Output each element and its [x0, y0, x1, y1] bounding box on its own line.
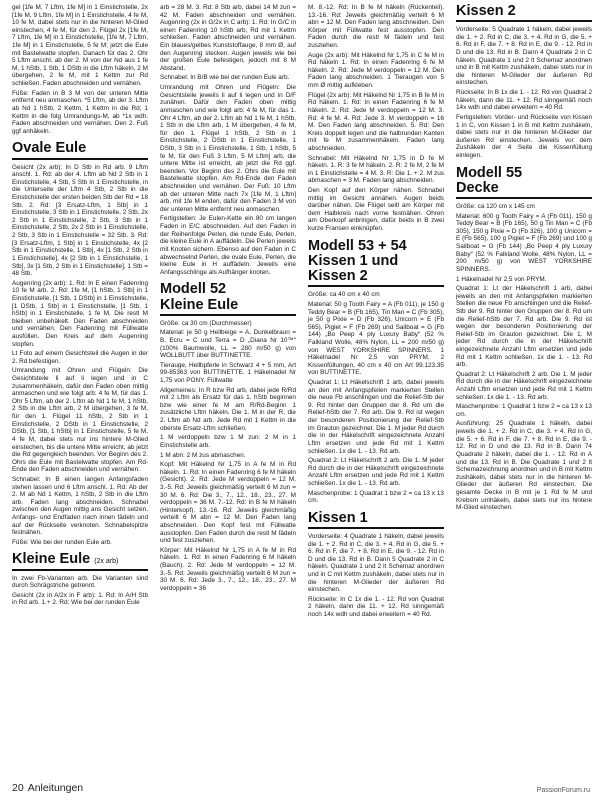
- paragraph: Füße: Faden in B 3 M von der unteren Mitte entfernt neu anmaschen. *5 Lftm, ab der 3. Lftm ab Nd 1 hStb, 2 Kettm, 1 Kettm in die Rd; 1 Kettm in die folg Umrandungs-M, ab *1x wdh. Faden abschneiden und vernähen. Den 2. Fuß ggf anhäkeln.: [12, 89, 148, 135]
- section-title: Kleine Eule: [160, 298, 296, 316]
- paragraph: Quadrat 2: Lt Häkelschrift 2 arb. Die 1. M jeder Rd durch die in der Häkelschrift eingezeichnete Anzahl Lftm ersetzen und jede Rd mit 1 Kettm schließen. 1x die 1. - 13. Rd arb.: [456, 370, 592, 401]
- paragraph: gel [1fe M, 7 Lftm, 1fe M] in 1 Einstichstelle, 2x [1fe M, 9 Lftm, 1fe M] in 1 Einstichstelle, 4 fe M, 10 fe M, dabei stets nur in die hinteren M-Glied einstechen, 4 fe M, für den 2. Flügel 2x [1fe M, 7 Lftm, 1fe M] in 1 Einstichstelle, [1fe M, 7 Lftm, 1fe M] in 1 Einstichstelle, 5 fe M; jetzt die Eule mit Bastelwatte stopfen. Danach für das 2. Ohr 5 Lftm anschl. ab der 2. M von der Nd aus 1 fe M, 1 hStb, 1 Stb, 1 DStb in die Lftm häkeln, 2 M übergehen, 2 fe M, mit 1 Kettm zur Rd schließen. Faden abschneiden und vernähen.: [12, 4, 148, 88]
- paragraph: 1 M abn: 2 M zus abmaschen.: [160, 451, 246, 459]
- column-3: [308, 4, 444, 621]
- paragraph: Größe: ca 30 cm (Durchmesser): [160, 319, 252, 327]
- paragraph: Vorderseite: 4 Quadrate 1 häkeln, dabei jeweils die 1. + 2. Rd in C, die 3. + 4. Rd in G, die 5. + 6. Rd in F, die 7. + 8. Rd in E, die 9. - 12. Rd in D und die 13. Rd in B. Dann 5 Quadrate 2 in C häkeln. Quadrate 1 und 2 lt Schemaz anordnen und in C mit Kettm zushäkeln, dabei stets nur in die hinteren M-Glieder der äußeren Rd einstechen.: [308, 533, 444, 594]
- paragraph: Flügel (2x arb): Mit Häkelnd Nr 1,75 in B fe M in Rd häkeln. 1. Rd: In einen Fadenring 6 fe M häkeln. 2. Rd: Jede M verdoppeln = 12 M. 3. Rd: 4 fe M. 4. Rd: Jede 3. M verdoppeln = 16 M. Den Faden lang abschneiden. 5. Rd: Den Kreis doppelt legen und die halbrunden Kanten mit fe M zusammenhäkeln. Faden lang abschneiden.: [308, 91, 444, 152]
- paragraph: Fertigstellen: Vorder- und Rückseite von Kissen 1 in C, von Kissen 1 in B mit Kettm zushäkeln, dabei stets nur in die hinteren M-Glieder der äußeren Rd einstechen. Jeweils vor dem Zushäkeln der 4 Seite die Kissenfüllung einlegen.: [456, 113, 592, 159]
- paragraph: 1 Häkelnadel Nr 2,5 von PRYM.: [456, 275, 547, 283]
- section-heading-kleine-eule: [12, 552, 148, 570]
- paragraph: Umrandung mit Ohren und Flügeln: Die Gesichtsteile li auf li legen und in C zusammenhäkeln, dafür den Faden oben mittig anmaschen und wie folgt arb: 4 fe M, für das 1. Ohr 5 Lftm, ab der 2. Lftm ab Nd 1 fe M, 1 hStb, 2 Stb in die Lftm arb, 2 M übergehen, 3 fe M, für den 1. Flügel 11 hStb, 2 Stb in 1 Einstichstelle, 2 DStb in 1 Einstichstelle, 2 DStb, [1 Stb, 1 hStb] in 1 Einstichstelle, 5 fe M, 4 fe M, dabei stets nur ins hintere M-Glied einstechen, bis die untere Mitte erreicht, ab jetzt die Rd gegengleich beenden. Vor Beginn des 2. Ohrs die Eule mit Bastelwatte stopfen. Am Rd-Ende den Faden abschneiden und vernähen.: [12, 367, 148, 474]
- model-number: Modell 53 + 54: [308, 237, 407, 254]
- paragraph: Körper: Mit Häkelnd Nr 1,75 in A fe M in Rd häkeln. 1. Rd: In einen Fadenring 6 M häkeln (Bauch). 2. Rd: Jede M verdoppeln = 12 M. 3.-5. Rd: Jeweils gleichmäßig verteilt 6 M zun = 30 M. 6. Rd: Jede 3., 7., 12., 18., 23., 27. M verdoppeln = 36: [160, 546, 296, 592]
- section-heading-ovale-eule: [12, 141, 148, 159]
- section-title: Ovale Eule: [12, 141, 148, 159]
- section-title: [12, 552, 148, 570]
- column-2: [160, 4, 296, 594]
- section-heading-kissen-1: [308, 511, 444, 529]
- paragraph: Rückseite: In B 1x die 1. - 12. Rd von Quadrat 2 häkeln, dann die 11. + 12. Rd sinngemäß noch 14x wdh und dabei erweitern = 40 Rd.: [456, 89, 592, 112]
- paragraph: Schnabel: In B/B wie bei der runden Eule arb.: [160, 74, 290, 82]
- section-heading-kissen-2: [456, 4, 592, 22]
- paragraph: In zwei Fb-Varianten arb. Die Varianten sind durch Schrägstriche getrennt.: [12, 574, 148, 590]
- column-1: [12, 4, 148, 609]
- paragraph: Material: 50 g Tooth Fairy = A (Fb 011), je 150 g Teddy Bear = B (Fb 165), Tin Man = C (Fb 305), je 50 g Pixie = D (Fb 326), Unicorn = E (Fb 565), Piglet = F (Fb 269) und Sailboat = G (Fb 144) „Bo Peep 4 ply Luxury Baby“ (52 % Falkland Wolle, 48% Nylon, LL = 200 m/50 g) von WEST YORKSHIRE SPINNERS. 1 Häkelnadel Nr 2,5 von PRYM. 2 Kissenfüllungen, 40 cm x 40 cm Art 99.123.35 von BUTTINETTE.: [308, 300, 444, 377]
- paragraph: Material: 600 g Tooth Fairy = A (Fb 011), 150 g Teddy Bear = B (Fb 165), 50 g Tin Man = C (Fb 305), 150 g Pixie = D (Fb 326), 100 g Unicorn = E (Fb 565), 100 g Piglet = F (Fb 269) und 100 g Sailboat = G (Fb 144) „Bo Peep 4 ply Luxury Baby“ (52 % Falkland Wolle, 48% Nylon, LL = 200 m/50 g) von WEST YORKSHIRE SPINNERS.: [456, 212, 592, 273]
- model-number: Modell 55: [456, 164, 523, 181]
- paragraph: Maschenprobe: 1 Quadrat 1 bzw 2 = ca 13 x 13 cm.: [308, 489, 444, 505]
- paragraph: Gesicht (2x arb): In D Stb in Rd arb. 9 Lftm anschl. 1. Rd: ab der 4. Lftm ab Nd 2 Stb in 1 Einstichstelle, 4 Stb, 5 Stb in 1 Einstichstelle, in die Unterseite der Lftm 4 Stb, 2 Stb in die Einstichstelle der ersten beiden Stb der Rd = 18 Stb. 2. Rd: [3 Ersatz-Lftm, 1 Stb] in 1 Einstichstelle, 3 Stb in 1 Einstichstelle, 2 Stb, 2x 2 Stb in 1 Einstichstelle, 2 Stb, 3 Stb in 1 Einstichstelle, 2 Stb, 2x 2 Stb in 1 Einstichstelle, 2 Stb, 3 Stb in 1 Einstichstelle = 32 Stb. 3. Rd: [3 Ersatz-Lftm, 1 Stb] in 1 Einstichstelle, 4x [2 Stb in 1 Einstichstelle, 1 Stb], 4x [1 Stb, 2 Stb in 1 Einstichstelle], 4x [2 Stb in 1 Einstichstelle, 1 Stb], 3x [1 Stb, 2 Stb in 1 Einstichstelle], 1 Stb = 48 Stb.: [12, 163, 148, 278]
- paragraph: Rückseite: In C 1x die 1. - 12. Rd von Quadrat 2 häkeln, dann die 11. + 12. Rd sinngemäß noch 14x wdh und dabei erweitern = 40 Rd.: [308, 595, 444, 619]
- paragraph: Vorderseite: 5 Quadrate 1 häkeln, dabei jeweils die 1. + 2. Rd in C, die 3. + 4. Rd in G, die 5. + 6. Rd in F, die 7. + 8. Rd in E, die 9. - 12. Rd in D und die 13. Rd in B. Dann 4 Quadrate 2 in C häkeln. Quadrate 1 und 2 lt Schemaz anordnen und in B mit Kettm zushäkeln, dabei stets nur in die hinteren M-Glieder der äußeren Rd einstechen.: [456, 26, 592, 87]
- paragraph: Umrandung mit Ohren und Flügeln: Die Gesichtsteile jeweils li auf li legen und in D/F zunähen. Dafür den Faden oben mittig anmaschen und wie folgt arb: 4 fe M, für das 1. Ohr 4 Lftm, ab der 2. Lftm ab Nd 1 fe M, 1 hStb, 1 Stb in die Lftm arb, 1 M übergehen, 4 fe M, für den 1. Flügel 1 hStb, 2 Stb in 1 Einstichstelle, 2 DStb in 1 Einstichstelle, 1 DStb, 3 Stb in 1 Einstichstelle, 1 Stb, 1 hStb, 5 fe M, für den Fuß 3 Lftm, 5 M Lftm] arb, die untere Mitte ist erreicht, ab jetzt die Rd ggf. beenden. Vor Beginn des 2. Ohrs die Eule mit Bastelwatte stopfen. Am Rd-Ende den Faden abschneiden und vernähen. Der Fuß: 10 Lftm ab der unteren Mitte nach 7x [1fe M, 1 Lftm] arb, mit 1fe M enden, dafür den Faden 3 M von der unteren Mitte entfernt neu anmaschen.: [160, 84, 296, 213]
- paragraph: Quadrat 1: Lt der Häkelschrift 1 arb, dabei jeweils an den mit Anfangspfeilen markierten Stellen die neue Fb anschlingen und die Relief-Stb der 9. Rd hinter den Gruppen der 8. Rd um die Relief-hStb der 7. Rd arb. Die 9. Rd ist wegen der besonderen Positionierung der Relief-Stb im Grauton gezeichnet. Die 1. M jeder Rd durch die in der Häkelschrift eingezeichnete Anzahl Lftm ersetzen und jede Rd mit 1 Kettm schließen. 1x die 1. - 13. Rd arb.: [456, 285, 592, 369]
- section-heading-modell-55: [456, 166, 592, 199]
- paragraph: Augenring (2x arb): 1. Rd: In E einen Fadenring 10 fe M arb. 2. Rd: 1fe M, [1 hStb, 1 Stb] in 1 Einstichstelle, [1 Stb, 1 DStb] in 1 Einstichstelle, [1 DStb, 1 Stb] in 1 Einstichstelle, [1 Stb, 1 hStb] in 1 Einstichstelle, 1 fe M. Die restl M bleiben unbehäkelt. Den Faden abschneiden und vernähen. Den Fadenring mit Füllwatte ausfüllen. Den Kreis auf dem Augenring stopfen.: [12, 279, 148, 348]
- page-number: 20: [12, 782, 24, 794]
- section-heading-modell-52: [160, 282, 296, 315]
- paragraph: Den Kopf auf den Körper nähen. Schnabel mittig im Gesicht annähen. Augen beids darüber nähen. Die Flügel seitl am Körper mit dem Halbkreis nach vorne festnähen. Ohren am Oberkopf anbringen, dafür beids in B zwei kurze Fransen einknüpfen.: [308, 187, 444, 233]
- section-title-note: (2x arb): [94, 558, 119, 566]
- paragraph: 1 M verdoppeln bzw 1 M zun: 2 M in 1 Einstichstelle arb.: [160, 434, 296, 449]
- paragraph: Quadrat 2: Lt Häkelschrift 2 arb. Die 1. M jeder Rd durch die in der Häkelschrift eingezeichnete Anzahl Lftm ersetzen und jede Rd mit 1 Kettm schließen. 1x die 1. - 13. Rd arb.: [308, 457, 444, 487]
- paragraph: Quadrat 1: Lt Häkelschrift 1 arb, dabei jeweils an den mit Anfangspfeilen markierten Stellen die neue Fb anschlingen und die Relief-Stb der 9. Rd hinter den Gruppen der 8. Rd um die Relief-hStb der 7. Rd arb. Die 9. Rd ist wegen der besonderen Positionierung der Relief-Stb im Grauton gezeichnet. Die 1. M jeder Rd durch die in der Häkelschrift eingezeichnete Anzahl Lftm ersetzen und jede Rd mit 1 Kettm schließen. 1x die 1. - 13. Rd arb.: [308, 379, 444, 455]
- model-number: Modell 52: [160, 281, 227, 298]
- watermark-site: PassionForum.ru: [536, 787, 590, 794]
- section-title: Kissen 2: [456, 4, 592, 22]
- paragraph: Kopf: Mit Häkelnd Nr 1,75 in A fe M in Rd häkeln. 1. Rd: In einen Fadenring 6 fe M häkeln (Gesicht). 2. Rd: Jede M verdoppeln = 12 M. 3.-5. Rd: Jeweils gleichmäßig verteilt 6 M zun = 30 M. 6. Rd: Die 3., 7., 12., 18., 23., 27. M verdoppeln = 36 M. 7.-12. Rd: In B fe M häkeln (Hinterkopf). 13.-16. Rd: Jeweils gleichmäßig verteilt 6 M abn = 12 M. Den Faden lang abschneiden. Den Kopf fest mit Füllwatte ausstopfen. Den Faden durch die restl M fädeln und fest zusziehen.: [160, 461, 296, 545]
- section-heading-modell-53-54: [308, 239, 444, 288]
- section-title: Decke: [456, 181, 592, 199]
- paragraph: Schnabel: Mit Häkelnd Nr 1,75 in D fe M häkeln. 1. R: 3 fe M häkeln. 2. R: 2 fe M, 2 fe M in 1 Einstichstelle = 4 M. 3. R: Die 1. + 2. M zus abmaschen = 3 M. Faden lang abschneiden.: [308, 154, 444, 185]
- paragraph: Maschenprobe: 1 Quadrat 1 bzw 2 = ca 13 x 13 cm.: [456, 403, 592, 418]
- page-footer: [12, 782, 83, 794]
- paragraph: Füße: Wie bei der runden Eule arb.: [12, 538, 112, 546]
- paragraph: Tierauge, Hellbpferle in Schwarz 4 + 5 mm, Art 99-85363 von BUTTINETTE. 1 Häkelnadel Nr 1,75 von PONY. Füllwatte: [160, 361, 296, 385]
- paragraph: Größe: ca 120 cm x 145 cm: [456, 203, 535, 211]
- section-title-text: Kleine Eule: [12, 551, 91, 568]
- paragraph: Auge (2x arb): Mit Häkelnd Nr 1,75 in C fe M in Rd häkeln 1. Rd: In einen Fadenring 6 fe M häkeln. 2. Rd: Jede M verdoppeln = 12 M. Den Faden lang abschneiden. 1 Tieraugen von 5 mm Ø mittig aufkleben.: [308, 51, 444, 90]
- section-label: Anleitungen: [27, 782, 84, 794]
- paragraph: Material: je 50 g Hellbeige = A, Dunkelbraun = B, Ecru = C und Terra = D „Diana Nr 10™“ (100% Baumwolle, LL = 280 m/50 g) von WOLLBUTT über BUTTINETTE.: [160, 329, 296, 360]
- paragraph: Fertigstellen: Je Eulen-Kette ein 80 cm langen Faden in E/C abschneiden. Auf den Faden in der Reihenfolge Perlen, die runde Eule, Perlen, die kleine Eule in A auffädeln. Die Perlen jeweils mit Knoten sichern. Ebenso auf den Faden in C abwechselnd Perlen, die ovale Eule, Perlen, die kleine Eule in H auffädeln. Jeweils eine Anfangsschlinge als Aufhänger knoten.: [160, 215, 296, 276]
- paragraph: Gesicht (2x in A/2x in F arb): 1. Rd: In A/H Stb in Rd arb. 1.+ 2. Rd: Wie bei der runden Eule: [12, 591, 148, 607]
- paragraph: arb = 28 M. 3. Rd: 8 Stb arb, dabei 14 M zun = 42 M. Faden abschneiden und vernähen. Augenring (2x in G/2x in C arb): 1. Rd: In G/C in einen Fadenring 10 hStb arb, Rd mit 1 Kettm schließen. Faden abschneiden und vernähen. Ein blaues/gelbes Kunststoffauge, 8 mm Ø, auf den Augenring stecken. Augen jeweils wie bei der großen Eule befestigen, jedoch mit 8 M Abstand.: [160, 4, 296, 72]
- paragraph: M. 8.-12. Rd: In B fe M häkeln (Rückenteil). 13.-16. Rd: Jeweils gleichmäßig verteilt 6 M abn = 12 M. Den Faden lang abschneiden. Den Körper mit Füllwatte fest ausstopfen. Den Faden durch die restl M fädeln und fest zusziehen.: [308, 4, 444, 50]
- section-title: Kissen 1 und Kissen 2: [308, 254, 444, 287]
- paragraph: Allgemeines: In R bzw Rd arb, dabei jede R/Rd mit 2 Lftm als Ersatz für das 1. hStb beginnen bzw wie einer fe M am R/Rd-Beginn 1 zusätzliche Lftm häkeln. Die 1. M in der R, die 2. Lftm ab Nd arb. Jede Rd mit 1 Kettm in die oberste Ersatz-Lftm schließen.: [160, 386, 296, 432]
- paragraph: Lt Foto auf einem Gesichtsteil die Augen in der 2. Rd befestigen.: [12, 350, 148, 365]
- paragraph: Ausführung: 25 Quadrate 1 häkeln, dabei jeweils die 1. + 2. Rd in C, die 3. + 4. Rd in G, die 5. + 6. Rd in F, die 7. + 8. Rd in E, die 9. - 12. Rd in D und die 13. Rd in B. Dann 74 Quadrate 2 häkeln, dabei die 1. - 12. Rd in A und die 13. Rd in B. Die Quadrate 1 und 2 lt Schemazeichnung anordnen und in B mit Kettm zushäkeln, dabei stets nur in die hinteren M-Glieder der äußeren Rd einstechen. Die gesamte Decke in B mit je 1 Rd fe M und Krebsm umhäkeln, dabei stets nur ins hintere M-Glied einstechen.: [456, 420, 592, 512]
- section-title: Kissen 1: [308, 511, 444, 529]
- column-4: [456, 4, 592, 514]
- paragraph: Schnabel: In B einen langen Anfangsfaden stehen lassen und 6 Lftm anschl. 1. Rd: Ab der 2. M ab Nd 1 Kettm, 1 hStb, 2 Stb in die Lftm arb. Faden lang abschneiden. Schnabel zwischen den Augen mittig ans Gesicht setzen. Anfangs- und Endfaden nach innen fädeln und auf der Rückseite verknoten. Schnabelspitze festnähen.: [12, 475, 148, 537]
- paragraph: Größe: ca 40 cm x 40 cm: [308, 291, 380, 299]
